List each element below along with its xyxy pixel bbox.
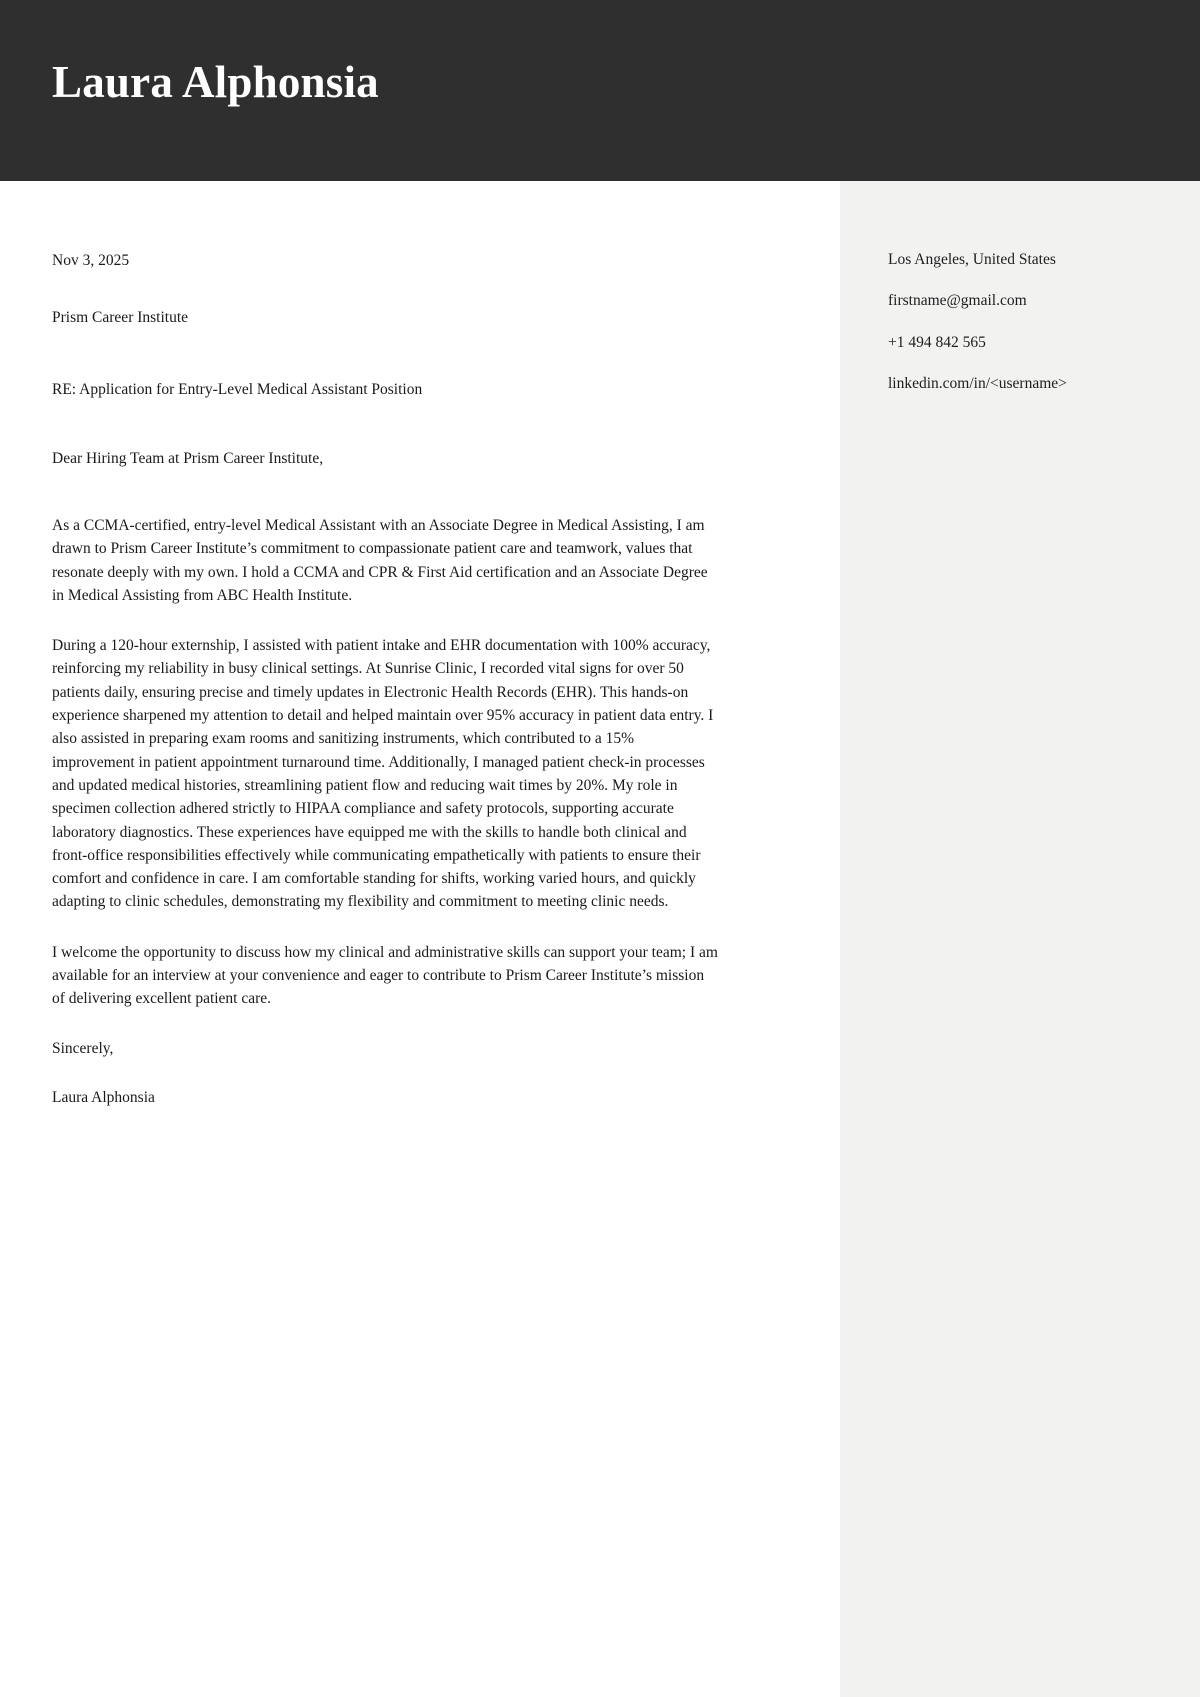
contact-sidebar: [840, 181, 1200, 1697]
letter-date: Nov 3, 2025: [52, 252, 130, 269]
contact-phone[interactable]: +1 494 842 565: [888, 333, 986, 351]
letter-recipient: Prism Career Institute: [52, 309, 189, 327]
letter-subject-line: RE: Application for Entry-Level Medical Assistant Position: [52, 380, 423, 398]
contact-list: [888, 249, 1190, 396]
letter-paragraph: I welcome the opportunity to discuss how my clinical and administrative skills can support your team; I am available for an interview at your convenience and eager to contribute to Prism Career Institute’s mission of delivering excellent patient care.: [52, 943, 718, 1008]
letter-paragraph: As a CCMA-certified, entry-level Medical Assistant with an Associate Degree in Medical Assisting, I am drawn to Prism Career Institute’s commitment to compassionate patient care and teamwork, values that resonate deeply with my own. I hold a CCMA and CPR & First Aid certification and an Associate Degree in Medical Assisting from ABC Health Institute.: [52, 517, 708, 604]
document-header: [0, 0, 1200, 181]
letter-closing: Sincerely,: [52, 1039, 114, 1057]
letter-salutation: Dear Hiring Team at Prism Career Institute,: [52, 449, 324, 467]
letter-body-column: [52, 181, 720, 1109]
contact-email[interactable]: firstname@gmail.com: [888, 292, 1027, 310]
letter-paragraph: During a 120-hour externship, I assisted with patient intake and EHR documentation with 100% accuracy, reinforcing my reliability in busy clinical settings. At Sunrise Clinic, I recorded vital signs for over 50 patients daily, ensuring precise and timely updates in Electronic Health Records (EHR). This hands-on experience sharpened my attention to detail and helped maintain over 95% accuracy in patient data entry. I also assisted in preparing exam rooms and sanitizing instruments, which contributed to a 15% improvement in patient appointment turnaround time. Additionally, I managed patient check-in processes and updated medical histories, streamlining patient flow and reducing wait times by 20%. My role in specimen collection adhered strictly to HIPAA compliance and safety protocols, supporting accurate laboratory diagnostics. These experiences have equipped me with the skills to handle both clinical and front-office responsibilities effectively while communicating empathetically with patients to ensure their comfort and confidence in care. I am comfortable standing for shifts, working varied hours, and quickly adapting to clinic schedules, demonstrating my flexibility and commitment to meeting clinic needs.: [52, 637, 714, 911]
contact-linkedin[interactable]: linkedin.com/in/<username>: [888, 375, 1067, 393]
letter-signature: Laura Alphonsia: [52, 1088, 155, 1106]
letter-paragraphs: [52, 514, 720, 1011]
page-title: Laura Alphonsia: [52, 57, 379, 107]
contact-location: Los Angeles, United States: [888, 251, 1056, 268]
